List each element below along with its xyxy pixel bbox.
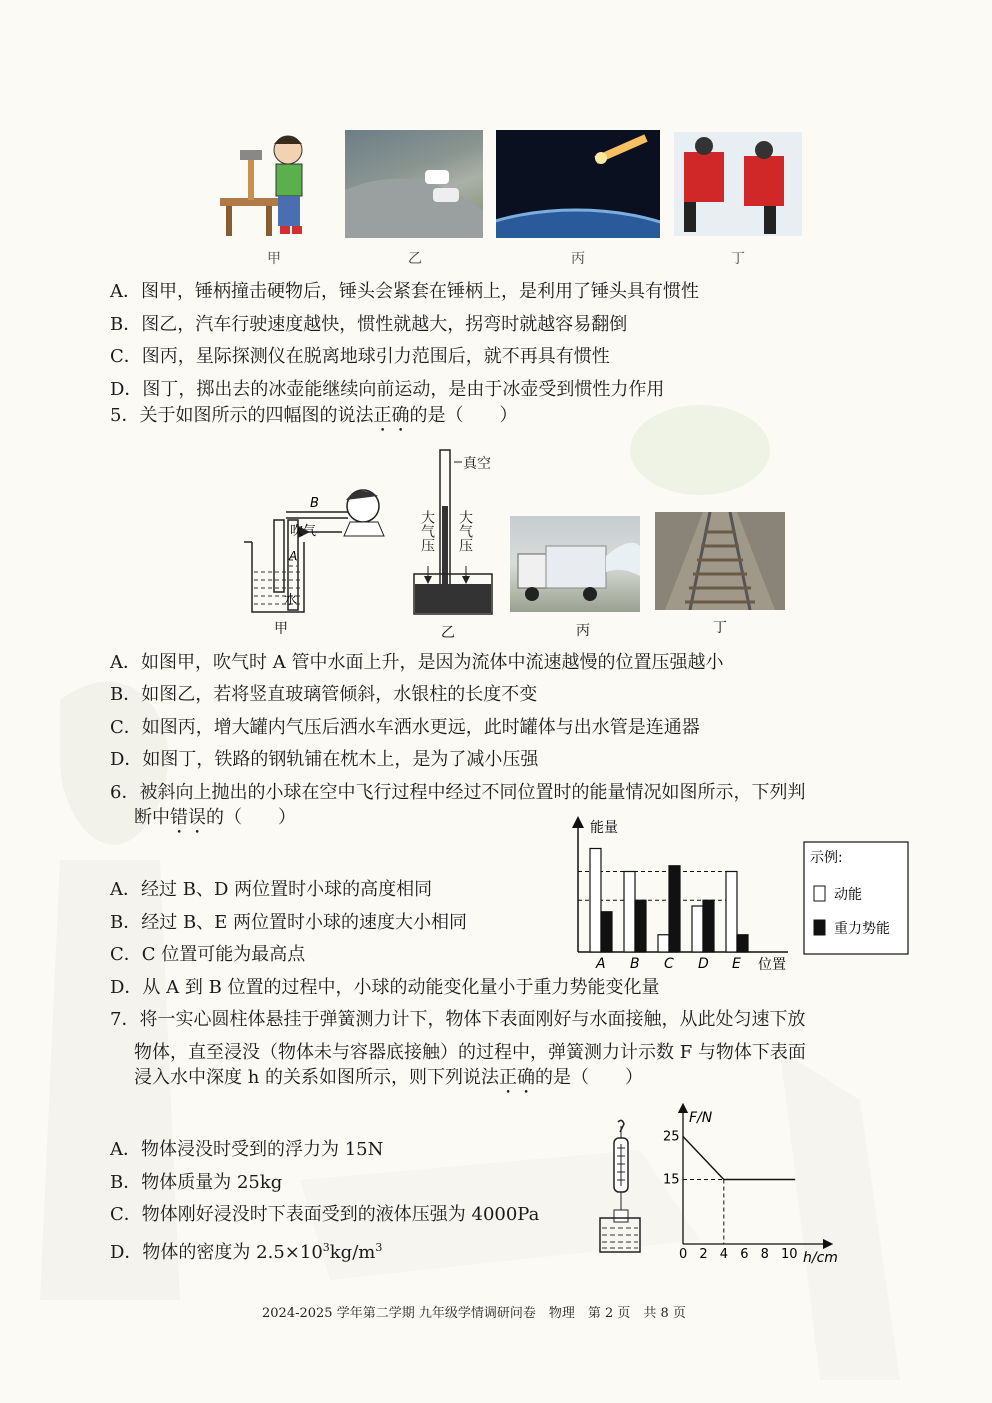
- q7-apparatus-figure: [596, 1118, 646, 1258]
- x-tick-2: 2: [699, 1247, 708, 1262]
- q4-photo-ding: [674, 132, 802, 236]
- bar-E-potential: [737, 935, 748, 952]
- x-tick-0: 0: [679, 1247, 688, 1262]
- q4-option-a: A．图甲，锤柄撞击硬物后，锤头会紧套在锤柄上，是利用了锤头具有惯性: [110, 281, 699, 302]
- bar-D-kinetic: [692, 906, 703, 952]
- q6-option-b: B．经过 B、E 两位置时小球的速度大小相同: [110, 912, 468, 933]
- legend-label-1: 重力势能: [834, 921, 890, 937]
- q5-option-b: B．如图乙，若将竖直玻璃管倾斜，水银柱的长度不变: [110, 684, 538, 705]
- x-axis-label: 位置: [758, 957, 786, 973]
- q7-option-d: D．物体的密度为 $2.5\times 10^3kg/m^3$: [110, 1241, 383, 1263]
- legend-label-0: 动能: [834, 887, 862, 903]
- q5-figure-jia: [238, 480, 388, 620]
- x-tick-6: 6: [740, 1247, 749, 1262]
- q6-option-c: C．C 位置可能为最高点: [110, 944, 306, 965]
- q4-caption-bing: 丙: [571, 251, 585, 267]
- q5-caption-bing: 丙: [576, 623, 590, 639]
- bar-C-kinetic: [658, 935, 669, 952]
- y-tick-15: 15: [663, 1172, 680, 1188]
- q5-option-a: A．如图甲，吹气时 A 管中水面上升，是因为流体中流速越慢的位置压强越小: [110, 652, 724, 673]
- x-tick-A: A: [596, 956, 606, 972]
- q4-figure-jia: [220, 128, 330, 240]
- q5-label-atm-right: 大气压: [457, 510, 473, 552]
- legend-swatch-1: [814, 920, 825, 935]
- q5-caption-yi: 乙: [441, 625, 455, 641]
- q5-caption-jia: 甲: [274, 621, 288, 637]
- q5-label-vacuum: 真空: [463, 456, 491, 472]
- q7-option-b: B．物体质量为 25kg: [110, 1172, 283, 1193]
- x-tick-B: B: [630, 956, 640, 972]
- q7-option-a: A．物体浸没时受到的浮力为 15N: [110, 1139, 384, 1160]
- q4-option-b: B．图乙，汽车行驶速度越快，惯性就越大，拐弯时就越容易翻倒: [110, 314, 628, 335]
- force-depth-chart: [655, 1102, 855, 1272]
- q6-stem-line2: 断中错误的（ ）: [134, 807, 296, 828]
- q4-photo-yi: [345, 130, 483, 238]
- x-tick-8: 8: [760, 1247, 769, 1262]
- q5-option-d: D．如图丁，铁路的钢轨铺在枕木上，是为了减小压强: [110, 749, 539, 770]
- q5-option-c: C．如图丙，增大罐内气压后洒水车洒水更远，此时罐体与出水管是连通器: [110, 717, 700, 738]
- q4-caption-yi: 乙: [408, 251, 422, 267]
- q7-stem-line3: 浸入水中深度 h 的关系如图所示，则下列说法正确的是（ ）: [134, 1067, 644, 1088]
- q5-label-atm-left: 大气压: [419, 510, 435, 552]
- q6-option-a: A．经过 B、D 两位置时小球的高度相同: [110, 879, 433, 900]
- legend-title: 示例:: [810, 850, 843, 866]
- page-footer: 2024-2025 学年第二学期 九年级学情调研问卷 物理 第 2 页 共 8 页: [262, 1306, 686, 1321]
- q5-caption-ding: 丁: [713, 620, 727, 636]
- bar-A-kinetic: [590, 849, 601, 953]
- bar-C-potential: [669, 866, 680, 952]
- q4-photo-bing: [496, 130, 660, 238]
- q4-caption-ding: 丁: [731, 251, 745, 267]
- bar-E-kinetic: [726, 872, 737, 953]
- energy-chart: [560, 810, 920, 975]
- bar-B-potential: [635, 900, 646, 952]
- legend-swatch-0: [814, 886, 825, 901]
- q4-option-c: C．图丙，星际探测仪在脱离地球引力范围后，就不再具有惯性: [110, 346, 610, 367]
- q5-label-a: A: [289, 549, 298, 563]
- q5-stem: 5．关于如图所示的四幅图的说法正确的是（ ）: [110, 405, 518, 426]
- x-tick-C: C: [664, 956, 674, 972]
- q5-photo-ding: [655, 512, 785, 610]
- x-tick-4: 4: [719, 1247, 729, 1262]
- q5-label-b: B: [310, 496, 319, 511]
- q4-option-d: D．图丁，掷出去的冰壶能继续向前运动，是由于冰壶受到惯性力作用: [110, 379, 665, 400]
- q7-option-c: C．物体刚好浸没时下表面受到的液体压强为 4000Pa: [110, 1204, 540, 1225]
- bar-B-kinetic: [624, 872, 635, 953]
- q7-stem-line2: 物体，直至浸没（物体未与容器底接触）的过程中，弹簧测力计示数 F 与物体下表面: [134, 1042, 806, 1063]
- q5-photo-bing: [510, 516, 640, 612]
- y-axis-label: F/N: [689, 1110, 713, 1126]
- q4-caption-jia: 甲: [267, 251, 281, 267]
- q5-label-blow: 吹气: [290, 524, 317, 539]
- q6-option-d: D．从 A 到 B 位置的过程中，小球的动能变化量小于重力势能变化量: [110, 977, 660, 998]
- y-tick-25: 25: [663, 1129, 680, 1145]
- x-tick-E: E: [732, 956, 741, 972]
- q5-label-water: 水: [284, 593, 298, 608]
- bar-D-potential: [703, 900, 714, 952]
- y-axis-label: 能量: [590, 820, 618, 836]
- bar-A-potential: [601, 912, 612, 952]
- x-tick-10: 10: [781, 1247, 798, 1262]
- force-line: [683, 1137, 795, 1180]
- q7-stem-line1: 7．将一实心圆柱体悬挂于弹簧测力计下，物体下表面刚好与水面接触，从此处匀速下放: [110, 1009, 806, 1030]
- x-tick-D: D: [698, 956, 709, 972]
- x-axis-label: h/cm: [803, 1250, 838, 1266]
- q6-stem-line1: 6．被斜向上抛出的小球在空中飞行过程中经过不同位置时的能量情况如图所示，下列判: [110, 782, 806, 803]
